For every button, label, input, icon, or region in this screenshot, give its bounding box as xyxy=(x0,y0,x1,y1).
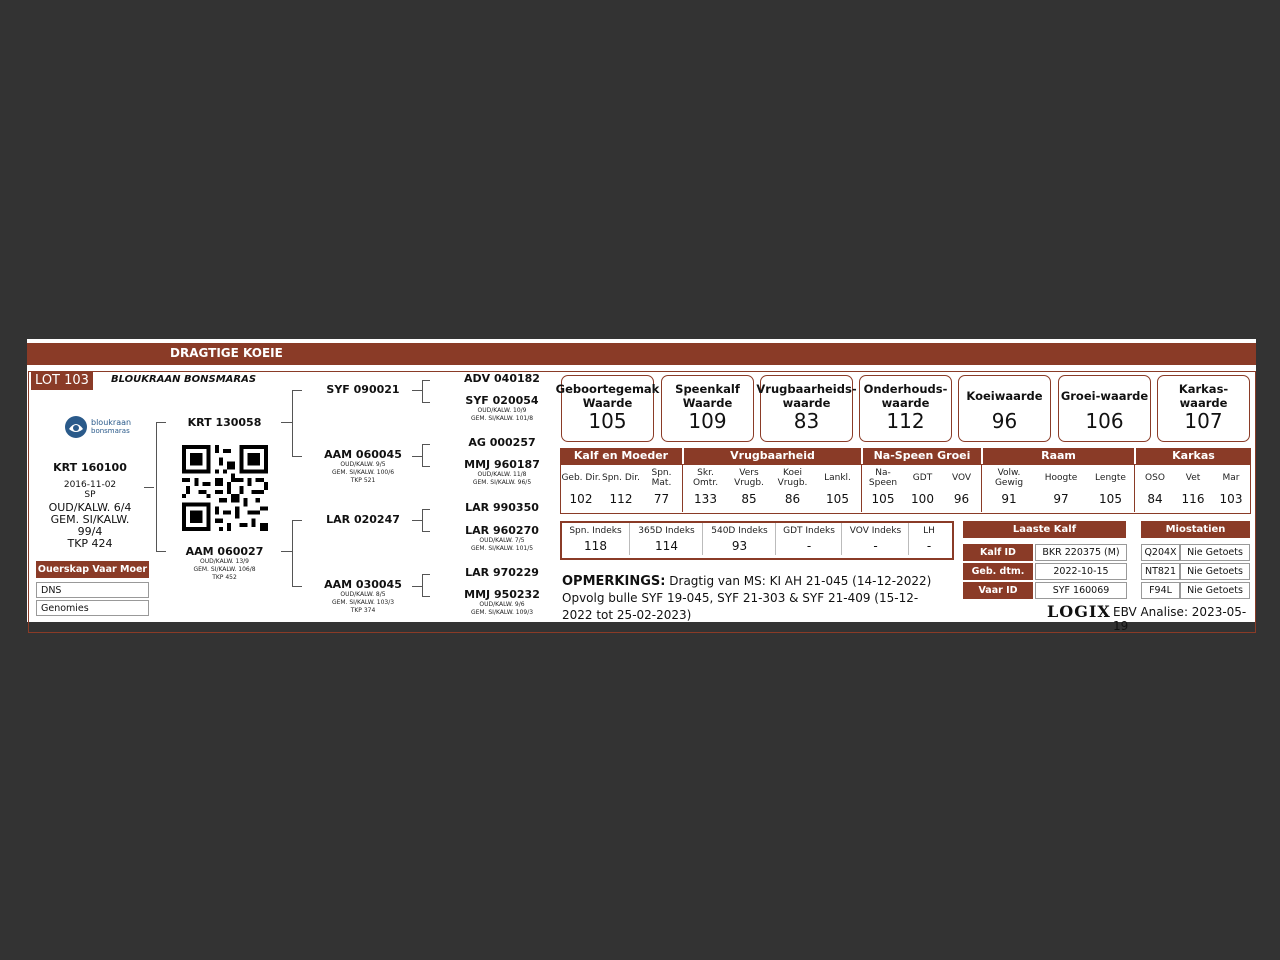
sd-id: AAM 060045 xyxy=(324,448,402,461)
animal-dob: 2016-11-02 xyxy=(63,480,117,490)
ebv-card-value: 112 xyxy=(886,409,925,433)
ebv-card-value: 107 xyxy=(1184,409,1223,433)
trait-cell xyxy=(1035,466,1087,512)
connector xyxy=(422,531,430,532)
group-frame: Raam xyxy=(983,448,1134,464)
connector xyxy=(281,422,292,423)
ssd-l1: OUD/KALW. 10/9 xyxy=(477,407,527,414)
trait-header: Lengte xyxy=(1095,473,1126,483)
trait-value: 105 xyxy=(1099,492,1122,506)
trait-header: Spn. Mat. xyxy=(651,468,672,488)
sd-l2: GEM. SI/KALW. 100/6 xyxy=(331,469,395,476)
trait-cell xyxy=(1087,466,1134,512)
connector xyxy=(422,574,423,596)
qr-code[interactable] xyxy=(182,445,268,531)
trait-value: 91 xyxy=(1001,492,1017,506)
trait-header: VOV xyxy=(951,473,972,483)
connector xyxy=(422,509,423,531)
group-carcass: Karkas xyxy=(1136,448,1251,464)
index-value: 114 xyxy=(655,539,678,553)
connector xyxy=(422,596,430,597)
ebv-card-value: 109 xyxy=(688,409,727,433)
ssd-id: SYF 020054 xyxy=(465,394,539,407)
lot-number: LOT 103 xyxy=(31,372,93,390)
trait-cell xyxy=(1174,466,1212,512)
sdd-l1: OUD/KALW. 11/8 xyxy=(477,471,527,478)
ebv-card-calving-ease xyxy=(555,375,660,442)
last-calf-label: Geb. dtm. xyxy=(963,563,1033,580)
ebv-card-value: 105 xyxy=(588,409,627,433)
ebv-card-growth xyxy=(1058,375,1151,442)
index-header: LH xyxy=(923,526,935,536)
index-header: GDT Indeks xyxy=(783,526,835,536)
trait-cell xyxy=(863,466,903,512)
connector xyxy=(422,380,430,381)
index-cell xyxy=(629,523,703,555)
animal-gem-si: GEM. SI/KALW. 99/4 xyxy=(50,513,130,538)
connector xyxy=(156,422,157,551)
ebv-card-carcass xyxy=(1157,375,1250,442)
sdd-id: MMJ 960187 xyxy=(464,458,540,471)
dam-id: AAM 060027 xyxy=(185,545,264,558)
trait-cell xyxy=(771,466,814,512)
connector xyxy=(292,456,302,457)
separator xyxy=(1134,465,1135,512)
sdd-l2: GEM. SI/KALW. 96/5 xyxy=(472,479,532,486)
myostatin-status: Nie Getoets xyxy=(1180,582,1250,599)
ownership-header: Ouerskap Vaar Moer xyxy=(36,561,149,578)
connector xyxy=(412,456,422,457)
index-cell xyxy=(775,523,842,555)
trait-cell xyxy=(561,466,601,512)
breeder-logo xyxy=(63,414,133,440)
dd-id: AAM 030045 xyxy=(324,578,402,591)
lot-card xyxy=(27,339,1256,633)
trait-value: 105 xyxy=(826,492,849,506)
index-cell xyxy=(908,523,949,555)
remarks-text: Dragtig van MS: KI AH 21-045 (14-12-2022) Opvolg bulle SYF 19-045, SYF 21-303 & SYF 21-409 (15-12-2022 tot 25-02-2023) xyxy=(562,574,932,622)
ddd-l2: GEM. SI/KALW. 109/3 xyxy=(470,609,534,616)
trait-cell xyxy=(903,466,942,512)
last-calf-value: SYF 160069 xyxy=(1035,582,1127,599)
myostatin-header: Miostatien xyxy=(1141,521,1250,538)
connector xyxy=(156,551,166,552)
dsd-info xyxy=(457,524,547,553)
last-calf-label: Kalf ID xyxy=(963,544,1033,561)
myostatin-status: Nie Getoets xyxy=(1180,544,1250,561)
connector xyxy=(412,520,422,521)
index-value: - xyxy=(806,539,812,553)
trait-header: Skr. Omtr. xyxy=(692,468,719,488)
index-cell xyxy=(562,523,629,555)
sd-info xyxy=(317,448,409,485)
trait-header: GDT xyxy=(912,473,933,483)
dam-oud-kalw: OUD/KALW. 13/9 xyxy=(199,558,249,565)
separator xyxy=(861,465,862,512)
trait-header: Vers Vrugb. xyxy=(734,468,764,488)
dam-gem-si: GEM. SI/KALW. 106/8 xyxy=(193,566,256,573)
trait-value: 112 xyxy=(609,492,633,506)
ebv-card-title: Groei-waarde xyxy=(1060,389,1149,403)
ddd-l1: OUD/KALW. 9/6 xyxy=(479,601,525,608)
connector xyxy=(292,520,293,586)
trait-value: 96 xyxy=(953,492,970,506)
connector xyxy=(281,551,292,552)
sdd-info xyxy=(457,458,547,487)
ebv-card-value: 83 xyxy=(793,409,820,433)
index-value: - xyxy=(873,539,878,553)
ebv-card-title: Geboortegemak Waarde xyxy=(555,382,660,410)
ebv-card-title: Speenkalf Waarde xyxy=(675,382,740,410)
ebv-card-title: Karkas-waarde xyxy=(1178,382,1229,410)
trait-value: 116 xyxy=(1181,492,1205,506)
logix-logo: LOGIX xyxy=(1047,602,1111,621)
trait-cell xyxy=(1136,466,1174,512)
ss-id: SYF 090021 xyxy=(326,383,400,396)
last-calf-label: Vaar ID xyxy=(963,582,1033,599)
connector xyxy=(156,422,166,423)
connector xyxy=(292,390,293,456)
dd-info xyxy=(317,578,409,615)
dam-tkp: TKP 452 xyxy=(212,574,237,581)
sd-l3: TKP 521 xyxy=(350,477,376,484)
index-header: 540D Indeks xyxy=(711,526,768,536)
trait-header: Hoogte xyxy=(1044,473,1078,483)
dss-id: LAR 990350 xyxy=(465,501,539,514)
dam-info xyxy=(177,545,272,582)
header-bar xyxy=(27,343,1256,365)
trait-cell xyxy=(983,466,1035,512)
trait-value: 77 xyxy=(653,492,670,506)
dds-id: LAR 970229 xyxy=(465,566,539,579)
trait-header: Mar xyxy=(1222,473,1240,483)
header-title: DRAGTIGE KOEIE xyxy=(170,346,283,360)
connector xyxy=(412,390,422,391)
separator xyxy=(981,465,982,512)
animal-tkp: TKP 424 xyxy=(67,537,113,550)
connector xyxy=(422,509,430,510)
trait-value: 105 xyxy=(871,492,895,506)
ownership-dns: DNS xyxy=(36,582,149,598)
trait-header: Lankl. xyxy=(824,473,851,483)
connector xyxy=(412,586,422,587)
trait-value: 84 xyxy=(1147,492,1163,506)
animal-id: KRT 160100 xyxy=(53,461,127,474)
ssd-l2: GEM. SI/KALW. 101/8 xyxy=(470,415,534,422)
index-cell xyxy=(841,523,909,555)
index-header: VOV Indeks xyxy=(849,526,902,536)
ebv-card-value: 106 xyxy=(1085,409,1124,433)
sd-l1: OUD/KALW. 9/5 xyxy=(340,461,386,468)
index-value: - xyxy=(926,539,932,553)
trait-cell xyxy=(1212,466,1250,512)
group-calf-dam: Kalf en Moeder xyxy=(560,448,682,464)
myostatin-code: F94L xyxy=(1141,582,1180,599)
ebv-card-cow xyxy=(958,375,1051,442)
last-calf-value: 2022-10-15 xyxy=(1035,563,1127,580)
connector xyxy=(292,390,302,391)
connector xyxy=(144,487,154,488)
ebv-card-fertility xyxy=(756,375,857,442)
remarks-label: OPMERKINGS: xyxy=(562,574,666,589)
connector xyxy=(422,444,423,466)
qr-code-icon xyxy=(182,445,268,531)
index-header: Spn. Indeks xyxy=(569,526,622,536)
trait-cell xyxy=(641,466,682,512)
trait-cell xyxy=(814,466,861,512)
last-calf-header: Laaste Kalf xyxy=(963,521,1126,538)
ddd-id: MMJ 950232 xyxy=(464,588,540,601)
ds-id: LAR 020247 xyxy=(326,513,400,526)
remarks xyxy=(562,573,940,624)
ebv-card-maintenance xyxy=(859,375,952,442)
animal-info xyxy=(40,461,140,550)
myostatin-code: Q204X xyxy=(1141,544,1180,561)
connector xyxy=(422,444,430,445)
index-cell xyxy=(702,523,776,555)
connector xyxy=(422,402,430,403)
sds-id: AG 000257 xyxy=(468,436,536,449)
connector xyxy=(292,586,302,587)
trait-header: Geb. Dir. xyxy=(561,473,601,483)
ddd-info xyxy=(457,588,547,617)
trait-header: OSO xyxy=(1145,473,1165,483)
trait-header: Spn. Dir. xyxy=(601,473,641,483)
last-calf-value: BKR 220375 (M) xyxy=(1035,544,1127,561)
ebv-card-title: Koeiwaarde xyxy=(966,389,1043,403)
sss-id: ADV 040182 xyxy=(464,372,540,385)
connector xyxy=(292,520,302,521)
dsd-l1: OUD/KALW. 7/5 xyxy=(479,537,525,544)
animal-type: SP xyxy=(84,490,96,500)
index-header: 365D Indeks xyxy=(638,526,695,536)
myostatin-code: NT821 xyxy=(1141,563,1180,580)
connector xyxy=(422,380,423,402)
group-post-wean: Na-Speen Groei xyxy=(863,448,981,464)
ebv-card-value: 96 xyxy=(991,409,1018,433)
dd-l1: OUD/KALW. 8/5 xyxy=(340,591,386,598)
myostatin-status: Nie Getoets xyxy=(1180,563,1250,580)
trait-value: 97 xyxy=(1053,492,1069,506)
index-value: 118 xyxy=(584,539,607,553)
bull-logo-icon xyxy=(63,414,89,440)
logo-text-2: bonsmaras xyxy=(91,427,130,435)
ownership-genomics: Genomies xyxy=(36,600,149,616)
trait-header: Koei Vrugb. xyxy=(777,468,808,488)
ebv-card-title: Vrugbaarheids-waarde xyxy=(756,382,857,410)
separator xyxy=(682,465,683,512)
group-fertility: Vrugbaarheid xyxy=(684,448,861,464)
trait-cell xyxy=(942,466,981,512)
trait-cell xyxy=(727,466,771,512)
sire-id: KRT 130058 xyxy=(187,416,262,429)
trait-header: Na-Speen xyxy=(868,468,898,488)
dsd-id: LAR 960270 xyxy=(465,524,539,537)
dd-l3: TKP 374 xyxy=(350,607,376,614)
ebv-card-weaning xyxy=(661,375,754,442)
trait-value: 86 xyxy=(784,492,801,506)
trait-cell xyxy=(601,466,641,512)
breeder-name: BLOUKRAAN BONSMARAS xyxy=(111,374,257,385)
connector xyxy=(422,574,430,575)
trait-value: 133 xyxy=(694,492,717,506)
animal-oud-kalw: OUD/KALW. 6/4 xyxy=(48,501,132,514)
trait-header: Volw. Gewig xyxy=(994,468,1024,488)
ssd-info xyxy=(457,394,547,423)
connector xyxy=(422,466,430,467)
trait-value: 100 xyxy=(911,492,934,506)
analysis-date: EBV Analise: 2023-05-19 xyxy=(1113,605,1247,633)
index-value: 93 xyxy=(731,539,748,553)
ebv-card-title: Onderhouds-waarde xyxy=(863,382,948,410)
trait-header: Vet xyxy=(1185,473,1201,483)
trait-value: 102 xyxy=(569,492,593,506)
logo-text-1: bloukraan xyxy=(91,418,132,427)
dd-l2: GEM. SI/KALW. 103/3 xyxy=(331,599,395,606)
trait-value: 103 xyxy=(1219,492,1243,506)
trait-value: 85 xyxy=(741,492,757,506)
dsd-l2: GEM. SI/KALW. 101/5 xyxy=(470,545,534,552)
trait-cell xyxy=(684,466,727,512)
